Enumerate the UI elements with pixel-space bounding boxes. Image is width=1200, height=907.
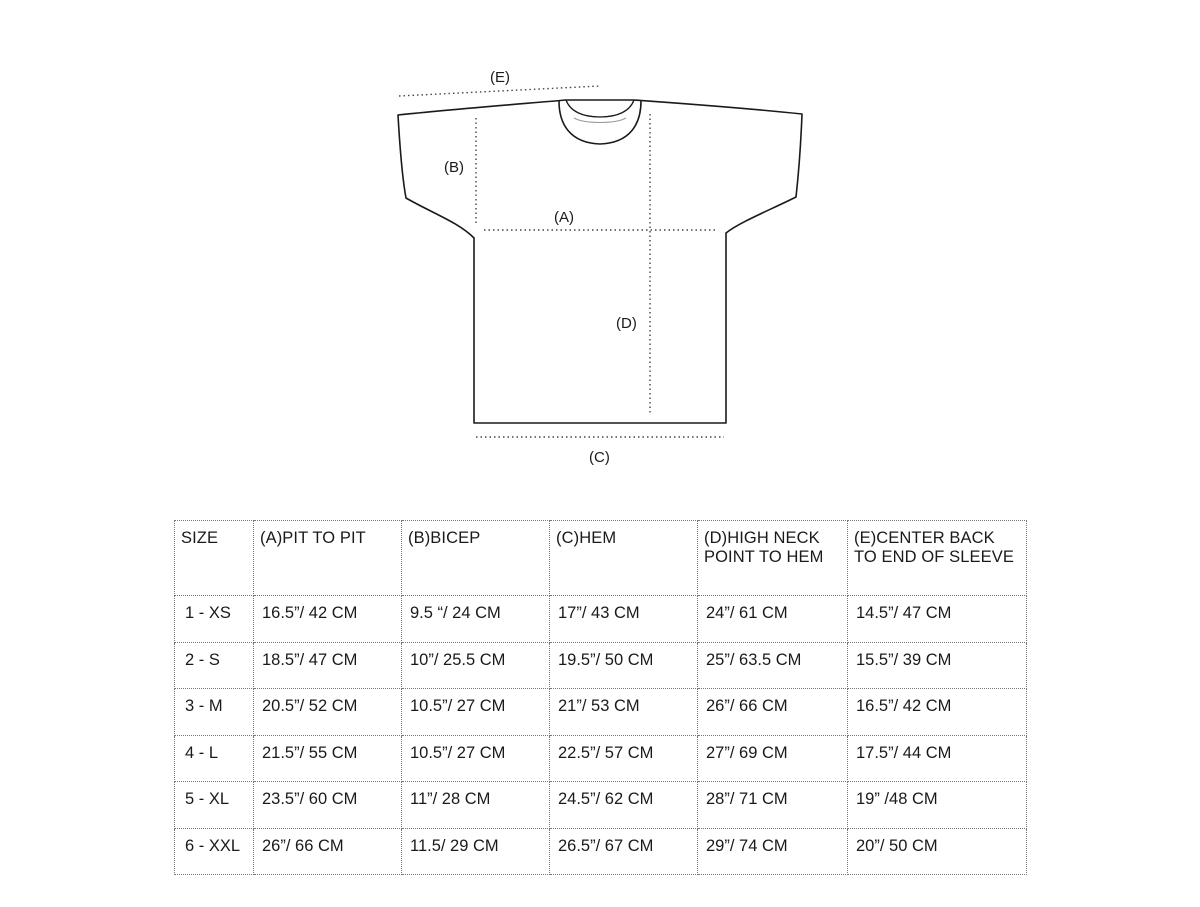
table-header-row <box>175 521 1027 596</box>
bicep-cell: 11”/ 28 CM <box>402 782 550 829</box>
table-row <box>175 735 1027 782</box>
back-to-sleeve-cell: 19” /48 CM <box>848 782 1027 829</box>
dim-label-d: (D) <box>616 315 637 332</box>
dim-label-e: (E) <box>490 69 510 86</box>
back-to-sleeve-cell: 15.5”/ 39 CM <box>848 642 1027 689</box>
bicep-cell: 10.5”/ 27 CM <box>402 689 550 736</box>
size-chart-table <box>174 520 1027 875</box>
neck-to-hem-cell: 24”/ 61 CM <box>698 596 848 643</box>
size-cell: 5 - XL <box>175 782 254 829</box>
dim-label-c: (C) <box>589 449 610 466</box>
neck-to-hem-cell: 27”/ 69 CM <box>698 735 848 782</box>
dim-label-a: (A) <box>554 209 574 226</box>
table-row <box>175 642 1027 689</box>
back-to-sleeve-cell: 20”/ 50 CM <box>848 828 1027 875</box>
neck-to-hem-cell: 28”/ 71 CM <box>698 782 848 829</box>
table-row <box>175 782 1027 829</box>
hem-cell: 26.5”/ 67 CM <box>550 828 698 875</box>
table-row <box>175 828 1027 875</box>
size-cell: 6 - XXL <box>175 828 254 875</box>
size-cell: 1 - XS <box>175 596 254 643</box>
pit-to-pit-cell: 16.5”/ 42 CM <box>254 596 402 643</box>
dim-label-b: (B) <box>444 159 464 176</box>
header-center-back-to-end-of-sleeve: (E)CENTER BACK TO END OF SLEEVE <box>848 521 1027 596</box>
back-to-sleeve-cell: 16.5”/ 42 CM <box>848 689 1027 736</box>
neck-to-hem-cell: 29”/ 74 CM <box>698 828 848 875</box>
header-hem: (C)HEM <box>550 521 698 596</box>
dim-line-e <box>399 86 600 96</box>
hem-cell: 24.5”/ 62 CM <box>550 782 698 829</box>
bicep-cell: 9.5 “/ 24 CM <box>402 596 550 643</box>
pit-to-pit-cell: 23.5”/ 60 CM <box>254 782 402 829</box>
pit-to-pit-cell: 20.5”/ 52 CM <box>254 689 402 736</box>
neck-to-hem-cell: 25”/ 63.5 CM <box>698 642 848 689</box>
size-cell: 3 - M <box>175 689 254 736</box>
pit-to-pit-cell: 18.5”/ 47 CM <box>254 642 402 689</box>
size-cell: 2 - S <box>175 642 254 689</box>
header-pit-to-pit: (A)PIT TO PIT <box>254 521 402 596</box>
header-bicep: (B)BICEP <box>402 521 550 596</box>
hem-cell: 22.5”/ 57 CM <box>550 735 698 782</box>
hem-cell: 19.5”/ 50 CM <box>550 642 698 689</box>
back-to-sleeve-cell: 14.5”/ 47 CM <box>848 596 1027 643</box>
pit-to-pit-cell: 21.5”/ 55 CM <box>254 735 402 782</box>
tshirt-outline <box>398 100 802 423</box>
size-cell: 4 - L <box>175 735 254 782</box>
bicep-cell: 11.5/ 29 CM <box>402 828 550 875</box>
header-size: SIZE <box>175 521 254 596</box>
bicep-cell: 10”/ 25.5 CM <box>402 642 550 689</box>
hem-cell: 21”/ 53 CM <box>550 689 698 736</box>
pit-to-pit-cell: 26”/ 66 CM <box>254 828 402 875</box>
neck-to-hem-cell: 26”/ 66 CM <box>698 689 848 736</box>
header-high-neck-point-to-hem: (D)HIGH NECK POINT TO HEM <box>698 521 848 596</box>
back-to-sleeve-cell: 17.5”/ 44 CM <box>848 735 1027 782</box>
hem-cell: 17”/ 43 CM <box>550 596 698 643</box>
table-row <box>175 596 1027 643</box>
table-row <box>175 689 1027 736</box>
bicep-cell: 10.5”/ 27 CM <box>402 735 550 782</box>
